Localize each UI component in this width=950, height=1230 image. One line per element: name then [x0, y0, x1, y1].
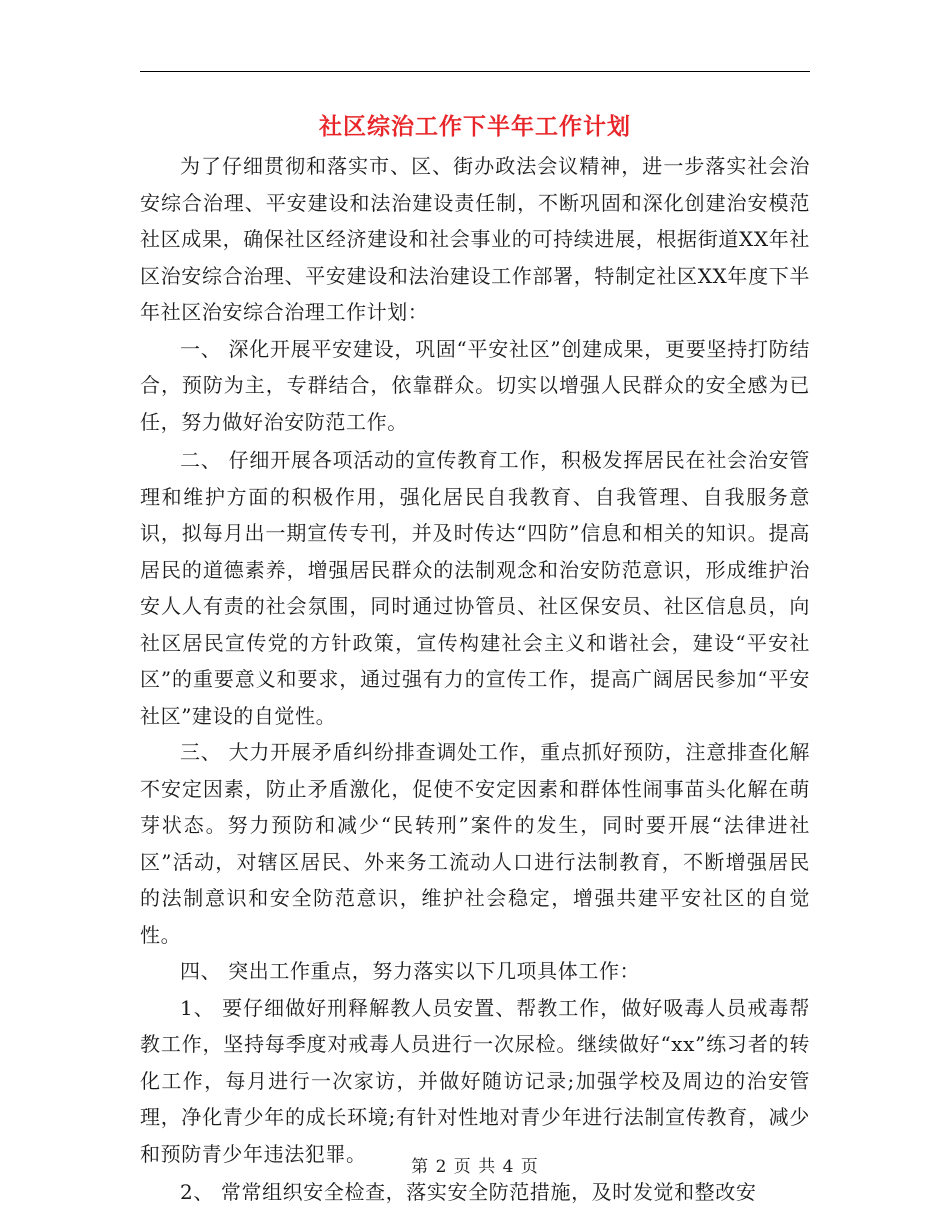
paragraph-section-2: 二、 仔细开展各项活动的宣传教育工作，积极发挥居民在社会治安管理和维护方面的积极作用，强化居民自我教育、自我管理、自我服务意识，拟每月出一期宣传专刊，并及时传达“四防”信息和相关的知识。提高居民的道德素养，增强居民群众的法制观念和治安防范意识，形成维护治安人人有责的社会氛围，同时通过协管员、社区保安员、社区信息员，向社区居民宣传党的方针政策，宣传构建社会主义和谐社会，建设“平安社区”的重要意义和要求，通过强有力的宣传工作，提高广阔居民参加“平安社区”建设的自觉性。 — [140, 448, 810, 728]
document-body — [140, 148, 810, 1211]
page-number-footer: 第 2 页 共 4 页 — [411, 1157, 539, 1177]
paragraph-section-3: 三、 大力开展矛盾纠纷排查调处工作，重点抓好预防，注意排查化解不安定因素，防止矛盾激化，促使不安定因素和群体性闹事苗头化解在萌芽状态。努力预防和减少“民转刑”案件的发生，同时要开展“法律进社区”活动，对辖区居民、外来务工流动人口进行法制教育，不断增强居民的法制意识和安全防范意识，维护社会稳定，增强共建平安社区的自觉性。 — [140, 740, 810, 947]
paragraph-section-4: 四、 突出工作重点，努力落实以下几项具体工作： — [180, 959, 641, 983]
header-rule — [140, 71, 810, 72]
paragraph-intro: 为了仔细贯彻和落实市、区、街办政法会议精神，进一步落实社会治安综合治理、平安建设和法治建设责任制，不断巩固和深化创建治安模范社区成果，确保社区经济建设和社会事业的可持续进展，根据街道XX年社区治安综合治理、平安建设和法治建设工作部署，特制定社区XX年度下半年社区治安综合治理工作计划： — [140, 154, 810, 324]
document-title: 社区综治工作下半年工作计划 — [319, 114, 631, 140]
paragraph-item-2: 2、 常常组织安全检查，落实安全防范措施，及时发觉和整改安 — [180, 1180, 757, 1204]
paragraph-section-1: 一、 深化开展平安建设，巩固“平安社区”创建成果，更要坚持打防结合，预防为主，专群结合，依靠群众。切实以增强人民群众的安全感为已任，努力做好治安防范工作。 — [140, 336, 810, 434]
paragraph-item-1: 1、 要仔细做好刑释解教人员安置、帮教工作，做好吸毒人员戒毒帮教工作，坚持每季度对戒毒人员进行一次尿检。继续做好“xx”练习者的转化工作，每月进行一次家访，并做好随访记录;加强学校及周边的治安管理，净化青少年的成长环境;有针对性地对青少年进行法制宣传教育，减少和预防青少年违法犯罪。 — [140, 995, 810, 1166]
